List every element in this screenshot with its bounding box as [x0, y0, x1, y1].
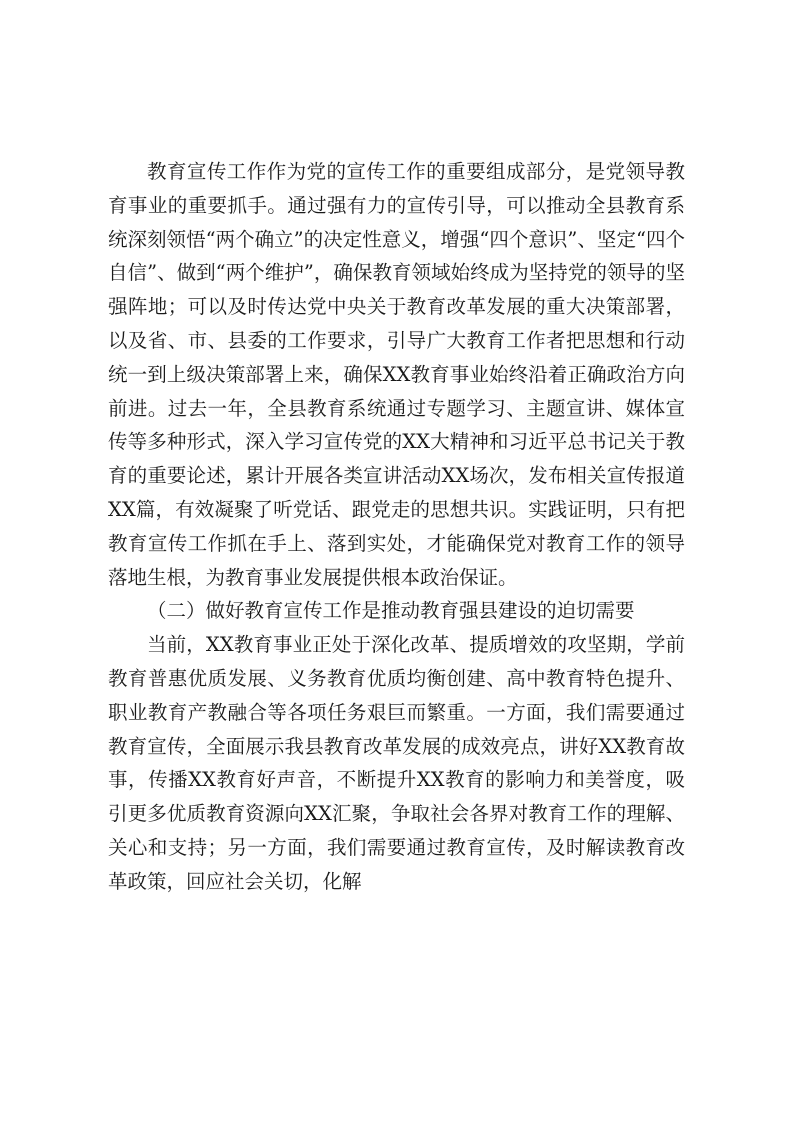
paragraph-2: 当前，XX教育事业正处于深化改革、提质增效的攻坚期，学前教育普惠优质发展、义务教育优质均衡创建、高中教育特色提升、职业教育产教融合等各项任务艰巨而繁重。一方面，我们需要通过教育宣传，全面展示我县教育改革发展的成效亮点，讲好XX教育故事，传播XX教育好声音，不断提升XX教育的影响力和美誉度，吸引更多优质教育资源向XX汇聚，争取社会各界对教育工作的理解、关心和支持；另一方面，我们需要通过教育宣传，及时解读教育改革政策，回应社会关切，化解 — [108, 633, 685, 893]
section-heading: （二）做好教育宣传工作是推动教育强县建设的迫切需要 — [147, 599, 635, 623]
body-text — [108, 155, 685, 899]
paragraph-1: 教育宣传工作作为党的宣传工作的重要组成部分，是党领导教育事业的重要抓手。通过强有力的宣传引导，可以推动全县教育系统深刻领悟“两个确立”的决定性意义，增强“四个意识”、坚定“四个自信”、做到“两个维护”，确保教育领域始终成为坚持党的领导的坚强阵地；可以及时传达党中央关于教育改革发展的重大决策部署，以及省、市、县委的工作要求，引导广大教育工作者把思想和行动统一到上级决策部署上来，确保XX教育事业始终沿着正确政治方向前进。过去一年，全县教育系统通过专题学习、主题宣讲、媒体宣传等多种形式，深入学习宣传党的XX大精神和习近平总书记关于教育的重要论述，累计开展各类宣讲活动XX场次，发布相关宣传报道XX篇，有效凝聚了听党话、跟党走的思想共识。实践证明，只有把教育宣传工作抓在手上、落到实处，才能确保党对教育工作的领导落地生根，为教育事业发展提供根本政治保证。 — [108, 160, 685, 589]
